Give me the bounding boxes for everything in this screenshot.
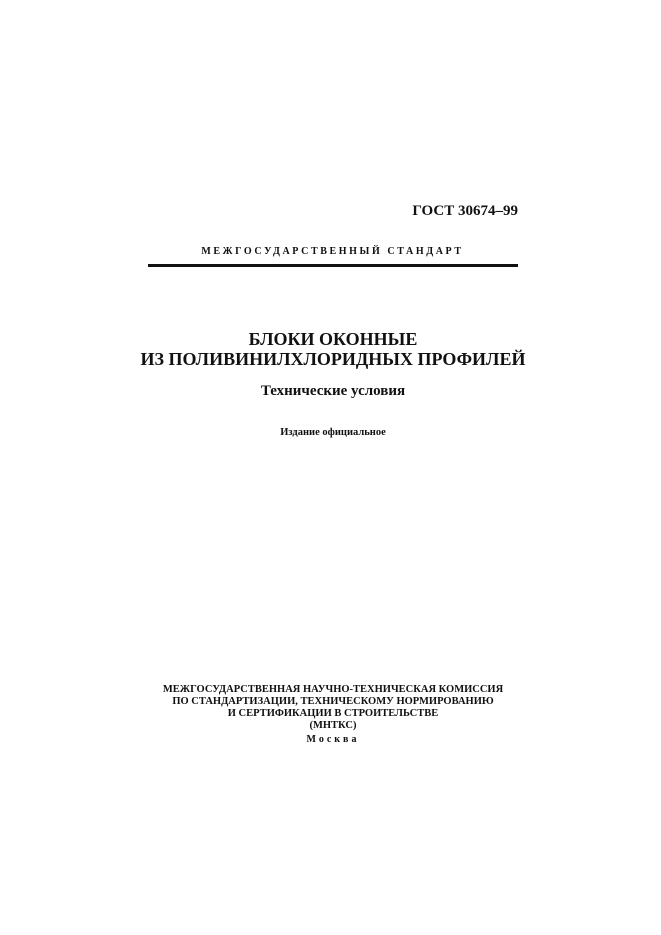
- publisher-line-3: И СЕРТИФИКАЦИИ В СТРОИТЕЛЬСТВЕ: [227, 708, 439, 719]
- publisher-line-4: (МНТКС): [309, 720, 357, 731]
- publisher-block: [100, 684, 566, 732]
- publisher-line-1: МЕЖГОСУДАРСТВЕННАЯ НАУЧНО-ТЕХНИЧЕСКАЯ КОМИССИЯ: [162, 684, 504, 695]
- standard-type: МЕЖГОСУДАРСТВЕННЫЙ СТАНДАРТ: [201, 246, 464, 257]
- title-line-1: БЛОКИ ОКОННЫЕ: [248, 329, 418, 349]
- document-title: [100, 329, 566, 369]
- document-subtitle: Технические условия: [260, 383, 406, 399]
- title-line-2: ИЗ ПОЛИВИНИЛХЛОРИДНЫХ ПРОФИЛЕЙ: [140, 349, 526, 369]
- header-divider: [148, 264, 518, 267]
- standard-number: ГОСТ 30674–99: [412, 203, 518, 219]
- edition-label: Издание официальное: [280, 427, 386, 438]
- publication-city: Москва: [306, 734, 360, 745]
- publisher-line-2: ПО СТАНДАРТИЗАЦИИ, ТЕХНИЧЕСКОМУ НОРМИРОВАНИЮ: [172, 696, 494, 707]
